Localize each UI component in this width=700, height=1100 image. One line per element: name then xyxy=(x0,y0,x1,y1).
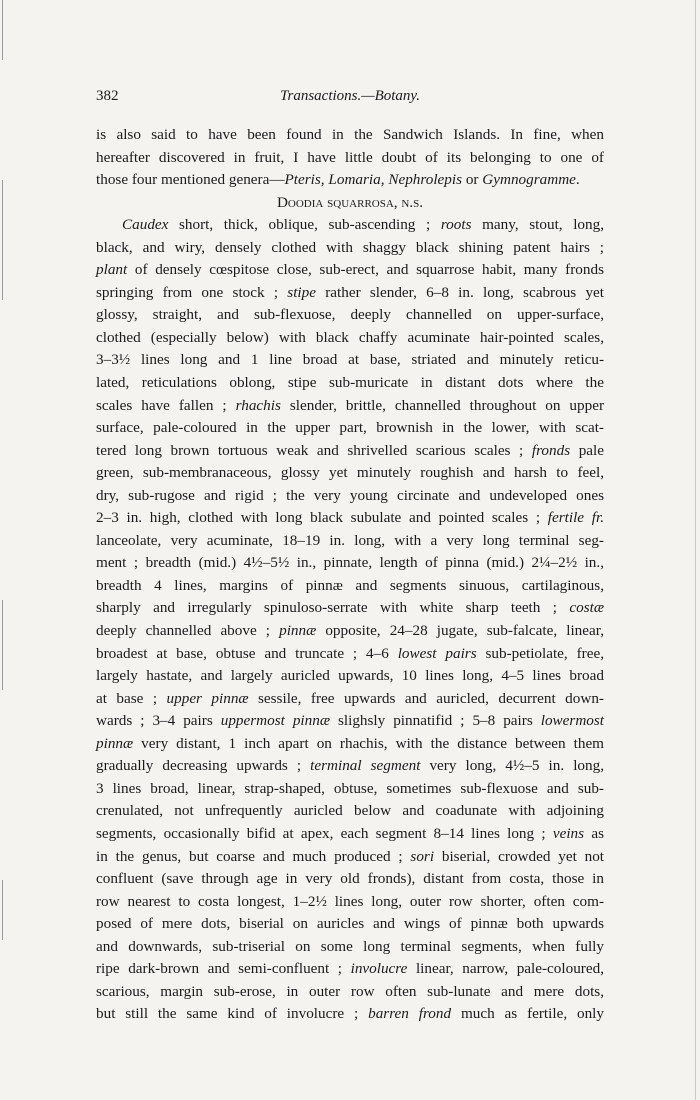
text-run: row nearest to costa longest, 1–2½ lines long, outer row shorter, often com- xyxy=(96,892,604,910)
left-binding-edge xyxy=(2,880,3,940)
text-line xyxy=(96,710,604,733)
text-line xyxy=(96,620,604,643)
italic-term: Pteris, Lomaria, Nephrolepis xyxy=(284,171,463,189)
text-run: largely hastate, and largely auricled upwards, 10 lines long, 4–5 lines broad xyxy=(96,667,604,685)
text-run: of densely cœspitose close, sub-erect, and squarrose habit, many fronds xyxy=(127,261,604,279)
text-run: rather slender, 6–8 in. long, scabrous yet xyxy=(315,283,604,301)
text-line xyxy=(96,846,604,869)
italic-term: plant xyxy=(96,261,128,279)
text-run: is also said to have been found in the Sandwich Islands. In fine, when xyxy=(96,126,604,143)
text-run: glossy, straight, and sub-flexuose, deeply channelled on upper-surface, xyxy=(96,306,604,324)
text-run: gradually decreasing upwards ; xyxy=(96,757,311,775)
text-run: tered long brown tortuous weak and shrivelled scarious scales ; xyxy=(96,441,532,459)
text-run: wards ; 3–4 pairs xyxy=(96,712,221,730)
italic-term: veins xyxy=(552,824,585,842)
text-line xyxy=(96,372,604,395)
text-line xyxy=(96,124,604,147)
text-run: broadest at base, obtuse and truncate ; 4–6 xyxy=(96,644,398,662)
text-line xyxy=(96,214,604,237)
species-description xyxy=(96,214,604,1026)
text-line xyxy=(96,530,604,553)
text-run: posed of mere dots, biserial on auricles and wings of pinnæ both upwards xyxy=(96,915,604,933)
text-run: sub-petiolate, free, xyxy=(476,644,604,662)
text-run: confluent (save through age in very old fronds), distant from costa, those in xyxy=(96,870,604,888)
italic-term: pinnæ xyxy=(96,734,134,752)
text-run: clothed (especially below) with black chaffy acuminate hair-pointed scales, xyxy=(96,328,604,346)
text-run: sharply and irregularly spinuloso-serrate with white sharp teeth ; xyxy=(96,599,570,617)
text-run: short, thick, oblique, sub-ascending ; xyxy=(168,216,441,234)
italic-term: lowermost xyxy=(540,712,605,730)
text-run: . xyxy=(575,171,580,189)
text-run: black, and wiry, densely clothed with shaggy black shining patent hairs ; xyxy=(96,238,604,256)
text-run: ripe dark-brown and semi-confluent ; xyxy=(96,960,351,978)
text-run: slighsly pinnatifid ; 5–8 pairs xyxy=(329,712,541,730)
text-run: surface, pale-coloured in the upper part, brownish in the lower, with scat- xyxy=(96,419,604,437)
text-line xyxy=(96,1003,604,1026)
text-run: 3 lines broad, linear, strap-shaped, obtuse, sometimes sub-flexuose and sub- xyxy=(96,779,604,797)
text-line xyxy=(96,778,604,801)
text-run: sessile, free upwards and auricled, decurrent down- xyxy=(248,689,604,707)
text-run: slender, brittle, channelled throughout on upper xyxy=(280,396,604,414)
text-line xyxy=(96,304,604,327)
left-binding-edge xyxy=(2,0,3,60)
text-line xyxy=(96,575,604,598)
italic-term: roots xyxy=(440,216,472,234)
right-page-edge xyxy=(695,0,696,1100)
italic-term: uppermost pinnæ xyxy=(220,712,330,730)
text-line xyxy=(96,485,604,508)
species-heading-text: Doodia squarrosa, n.s. xyxy=(276,193,424,211)
text-run: lated, reticulations oblong, stipe sub-muricate in distant dots where the xyxy=(96,374,604,392)
text-run: linear, narrow, pale-coloured, xyxy=(407,960,604,978)
text-line xyxy=(96,643,604,666)
italic-term: barren frond xyxy=(368,1005,452,1023)
text-line xyxy=(96,259,604,282)
left-binding-edge xyxy=(2,600,3,690)
text-run: scarious, margin sub-erose, in outer row often sub-lunate and mere dots, xyxy=(96,982,604,1000)
text-line xyxy=(96,936,604,959)
italic-term: lowest pairs xyxy=(397,644,477,662)
text-line xyxy=(96,349,604,372)
italic-term: terminal segment xyxy=(310,757,421,775)
text-run: crenulated, not unfrequently auricled below and coadunate with adjoining xyxy=(96,802,604,820)
text-run: and downwards, sub-triserial on some long terminal segments, when fully xyxy=(96,937,604,955)
italic-term: involucre xyxy=(350,960,408,978)
text-line xyxy=(96,823,604,846)
text-line xyxy=(96,597,604,620)
text-line xyxy=(96,147,604,170)
text-run: green, sub-membranaceous, glossy yet minutely roughish and harsh to feel, xyxy=(96,464,604,482)
italic-term: Caudex xyxy=(122,216,169,234)
italic-term: pinnæ xyxy=(279,622,317,640)
text-line xyxy=(96,913,604,936)
page-number: 382 xyxy=(96,88,119,104)
text-line xyxy=(96,981,604,1004)
text-line xyxy=(96,800,604,823)
text-line xyxy=(96,688,604,711)
italic-term: Gymnogramme xyxy=(482,171,576,189)
text-line xyxy=(96,169,604,192)
body-text xyxy=(96,124,604,1026)
left-binding-edge xyxy=(2,180,3,300)
text-run: ment ; breadth (mid.) 4½–5½ in., pinnate, length of pinna (mid.) 2¼–2½ in., xyxy=(96,554,604,572)
italic-term: stipe xyxy=(287,283,316,301)
text-run: much as fertile, only xyxy=(451,1005,604,1023)
text-run: segments, occasionally bifid at apex, each segment 8–14 lines long ; xyxy=(96,824,553,842)
text-run: many, stout, long, xyxy=(471,216,604,234)
text-run: pale xyxy=(570,441,604,459)
text-line xyxy=(96,282,604,305)
text-line xyxy=(96,237,604,260)
text-run: in the genus, but coarse and much produced ; xyxy=(96,847,411,865)
text-run: or xyxy=(462,171,483,189)
text-run: deeply channelled above ; xyxy=(96,622,280,640)
text-run: those four mentioned genera— xyxy=(96,171,285,189)
running-head: Transactions.—Botany. xyxy=(279,88,421,104)
text-line xyxy=(96,733,604,756)
italic-term: costæ xyxy=(569,599,604,617)
italic-term: fronds xyxy=(531,441,571,459)
text-line xyxy=(96,440,604,463)
text-line xyxy=(96,327,604,350)
text-run: very distant, 1 inch apart on rhachis, with the distance between them xyxy=(133,734,604,752)
text-line xyxy=(96,462,604,485)
text-run: but still the same kind of involucre ; xyxy=(96,1005,369,1023)
text-run: dry, sub-rugose and rigid ; the very young circinate and undeveloped ones xyxy=(96,486,604,504)
text-line xyxy=(96,755,604,778)
text-line xyxy=(96,395,604,418)
text-run: hereafter discovered in fruit, I have little doubt of its belonging to one of xyxy=(96,148,604,166)
text-run: springing from one stock ; xyxy=(96,283,288,301)
species-heading xyxy=(96,192,604,215)
text-run: 3–3½ lines long and 1 line broad at base, striated and minutely reticu- xyxy=(96,351,604,369)
text-line xyxy=(96,868,604,891)
text-line xyxy=(96,958,604,981)
text-line xyxy=(96,665,604,688)
page-header xyxy=(96,88,604,108)
continuation-paragraph xyxy=(96,124,604,192)
text-run: biserial, crowded yet not xyxy=(434,847,605,865)
text-line xyxy=(96,891,604,914)
italic-term: rhachis xyxy=(235,396,281,414)
text-run: opposite, 24–28 jugate, sub-falcate, linear, xyxy=(316,622,605,640)
italic-term: fertile fr. xyxy=(547,509,604,527)
text-run: scales have fallen ; xyxy=(96,396,236,414)
text-line xyxy=(96,507,604,530)
text-run: breadth 4 lines, margins of pinnæ and segments sinuous, cartilaginous, xyxy=(96,576,604,594)
text-run: as xyxy=(584,824,604,842)
text-run: very long, 4½–5 in. long, xyxy=(420,757,604,775)
text-run: lanceolate, very acuminate, 18–19 in. long, with a very long terminal seg- xyxy=(96,531,604,549)
italic-term: sori xyxy=(410,847,435,865)
text-line xyxy=(96,552,604,575)
text-run: 2–3 in. high, clothed with long black subulate and pointed scales ; xyxy=(96,509,548,527)
text-run: at base ; xyxy=(96,689,167,707)
italic-term: upper pinnæ xyxy=(166,689,249,707)
text-line xyxy=(96,417,604,440)
